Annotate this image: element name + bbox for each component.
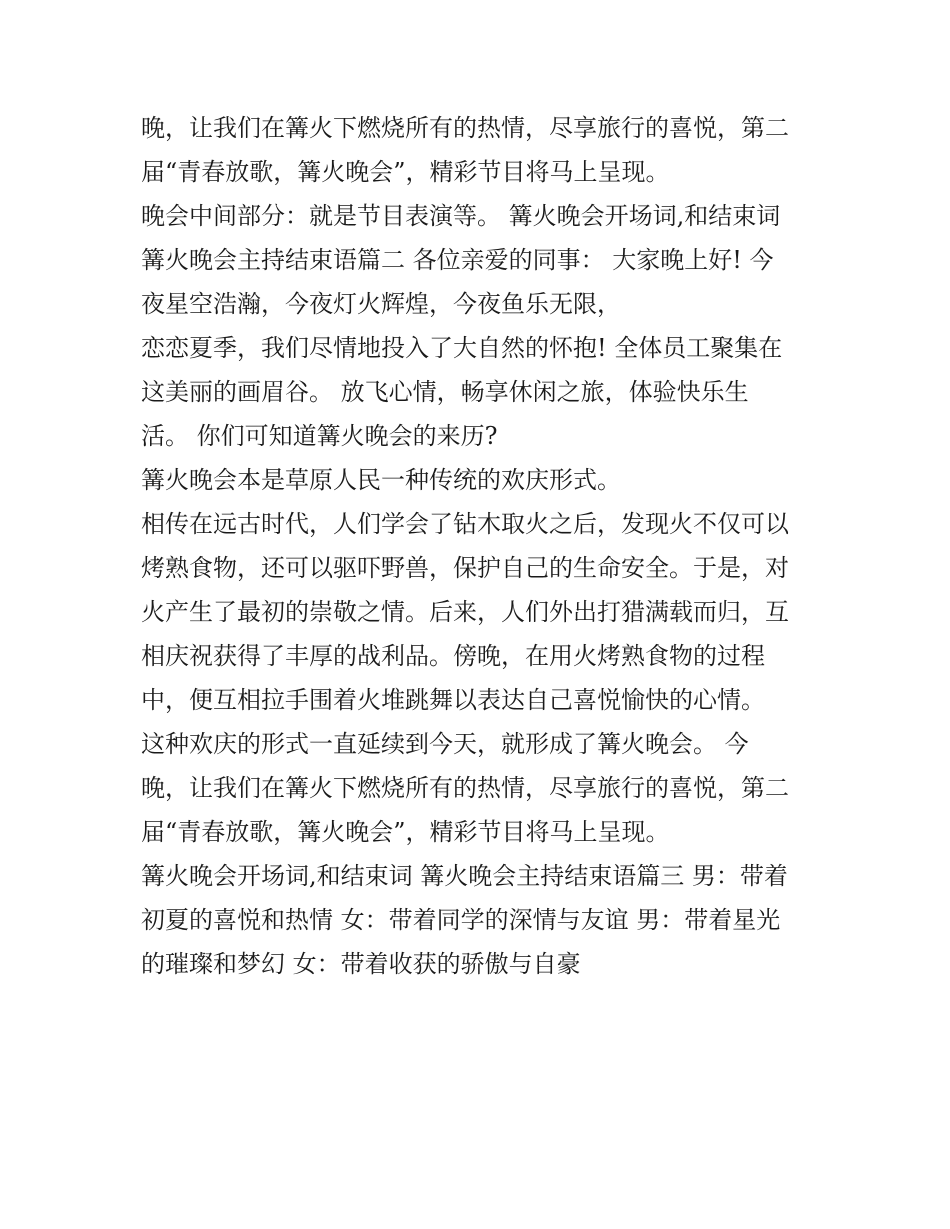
text-line-13: 相庆祝获得了丰厚的战利品。傍晚，在用火烤熟食物的过程 xyxy=(141,642,765,670)
text-line-10: 相传在远古时代，人们学会了钻木取火之后，发现火不仅可以 xyxy=(141,510,789,538)
text-line-18: 篝火晚会开场词,和结束词 篝火晚会主持结束语篇三 男：带着 xyxy=(141,862,788,890)
text-line-4: 篝火晚会主持结束语篇二 各位亲爱的同事： 大家晚上好! 今 xyxy=(141,246,774,274)
text-line-1: 晚，让我们在篝火下燃烧所有的热情，尽享旅行的喜悦，第二 xyxy=(141,114,789,142)
document-body xyxy=(141,106,821,986)
text-line-5: 夜星空浩瀚，今夜灯火辉煌，今夜鱼乐无限， xyxy=(141,290,621,318)
text-line-17: 届“青春放歌，篝火晚会”，精彩节目将马上呈现。 xyxy=(141,818,670,846)
text-line-6: 恋恋夏季，我们尽情地投入了大自然的怀抱! 全体员工聚集在 xyxy=(141,334,783,362)
text-line-12: 火产生了最初的崇敬之情。后来，人们外出打猎满载而归，互 xyxy=(141,598,789,626)
text-line-11: 烤熟食物，还可以驱吓野兽，保护自己的生命安全。于是，对 xyxy=(141,554,789,582)
text-line-16: 晚，让我们在篝火下燃烧所有的热情，尽享旅行的喜悦，第二 xyxy=(141,774,789,802)
text-line-9: 篝火晚会本是草原人民一种传统的欢庆形式。 xyxy=(141,466,621,494)
text-line-14: 中，便互相拉手围着火堆跳舞以表达自己喜悦愉快的心情。 xyxy=(141,686,765,714)
text-line-7: 这美丽的画眉谷。 放飞心情，畅享休闲之旅，体验快乐生 xyxy=(141,378,749,406)
text-line-15: 这种欢庆的形式一直延续到今天，就形成了篝火晚会。 今 xyxy=(141,730,749,758)
text-line-2: 届“青春放歌，篝火晚会”，精彩节目将马上呈现。 xyxy=(141,158,670,186)
text-line-8: 活。 你们可知道篝火晚会的来历? xyxy=(141,422,498,450)
text-line-19: 初夏的喜悦和热情 女：带着同学的深情与友谊 男：带着星光 xyxy=(141,906,781,934)
text-line-20: 的璀璨和梦幻 女：带着收获的骄傲与自豪 xyxy=(141,950,581,978)
text-line-3: 晚会中间部分：就是节目表演等。 篝火晚会开场词,和结束词 xyxy=(141,202,781,230)
